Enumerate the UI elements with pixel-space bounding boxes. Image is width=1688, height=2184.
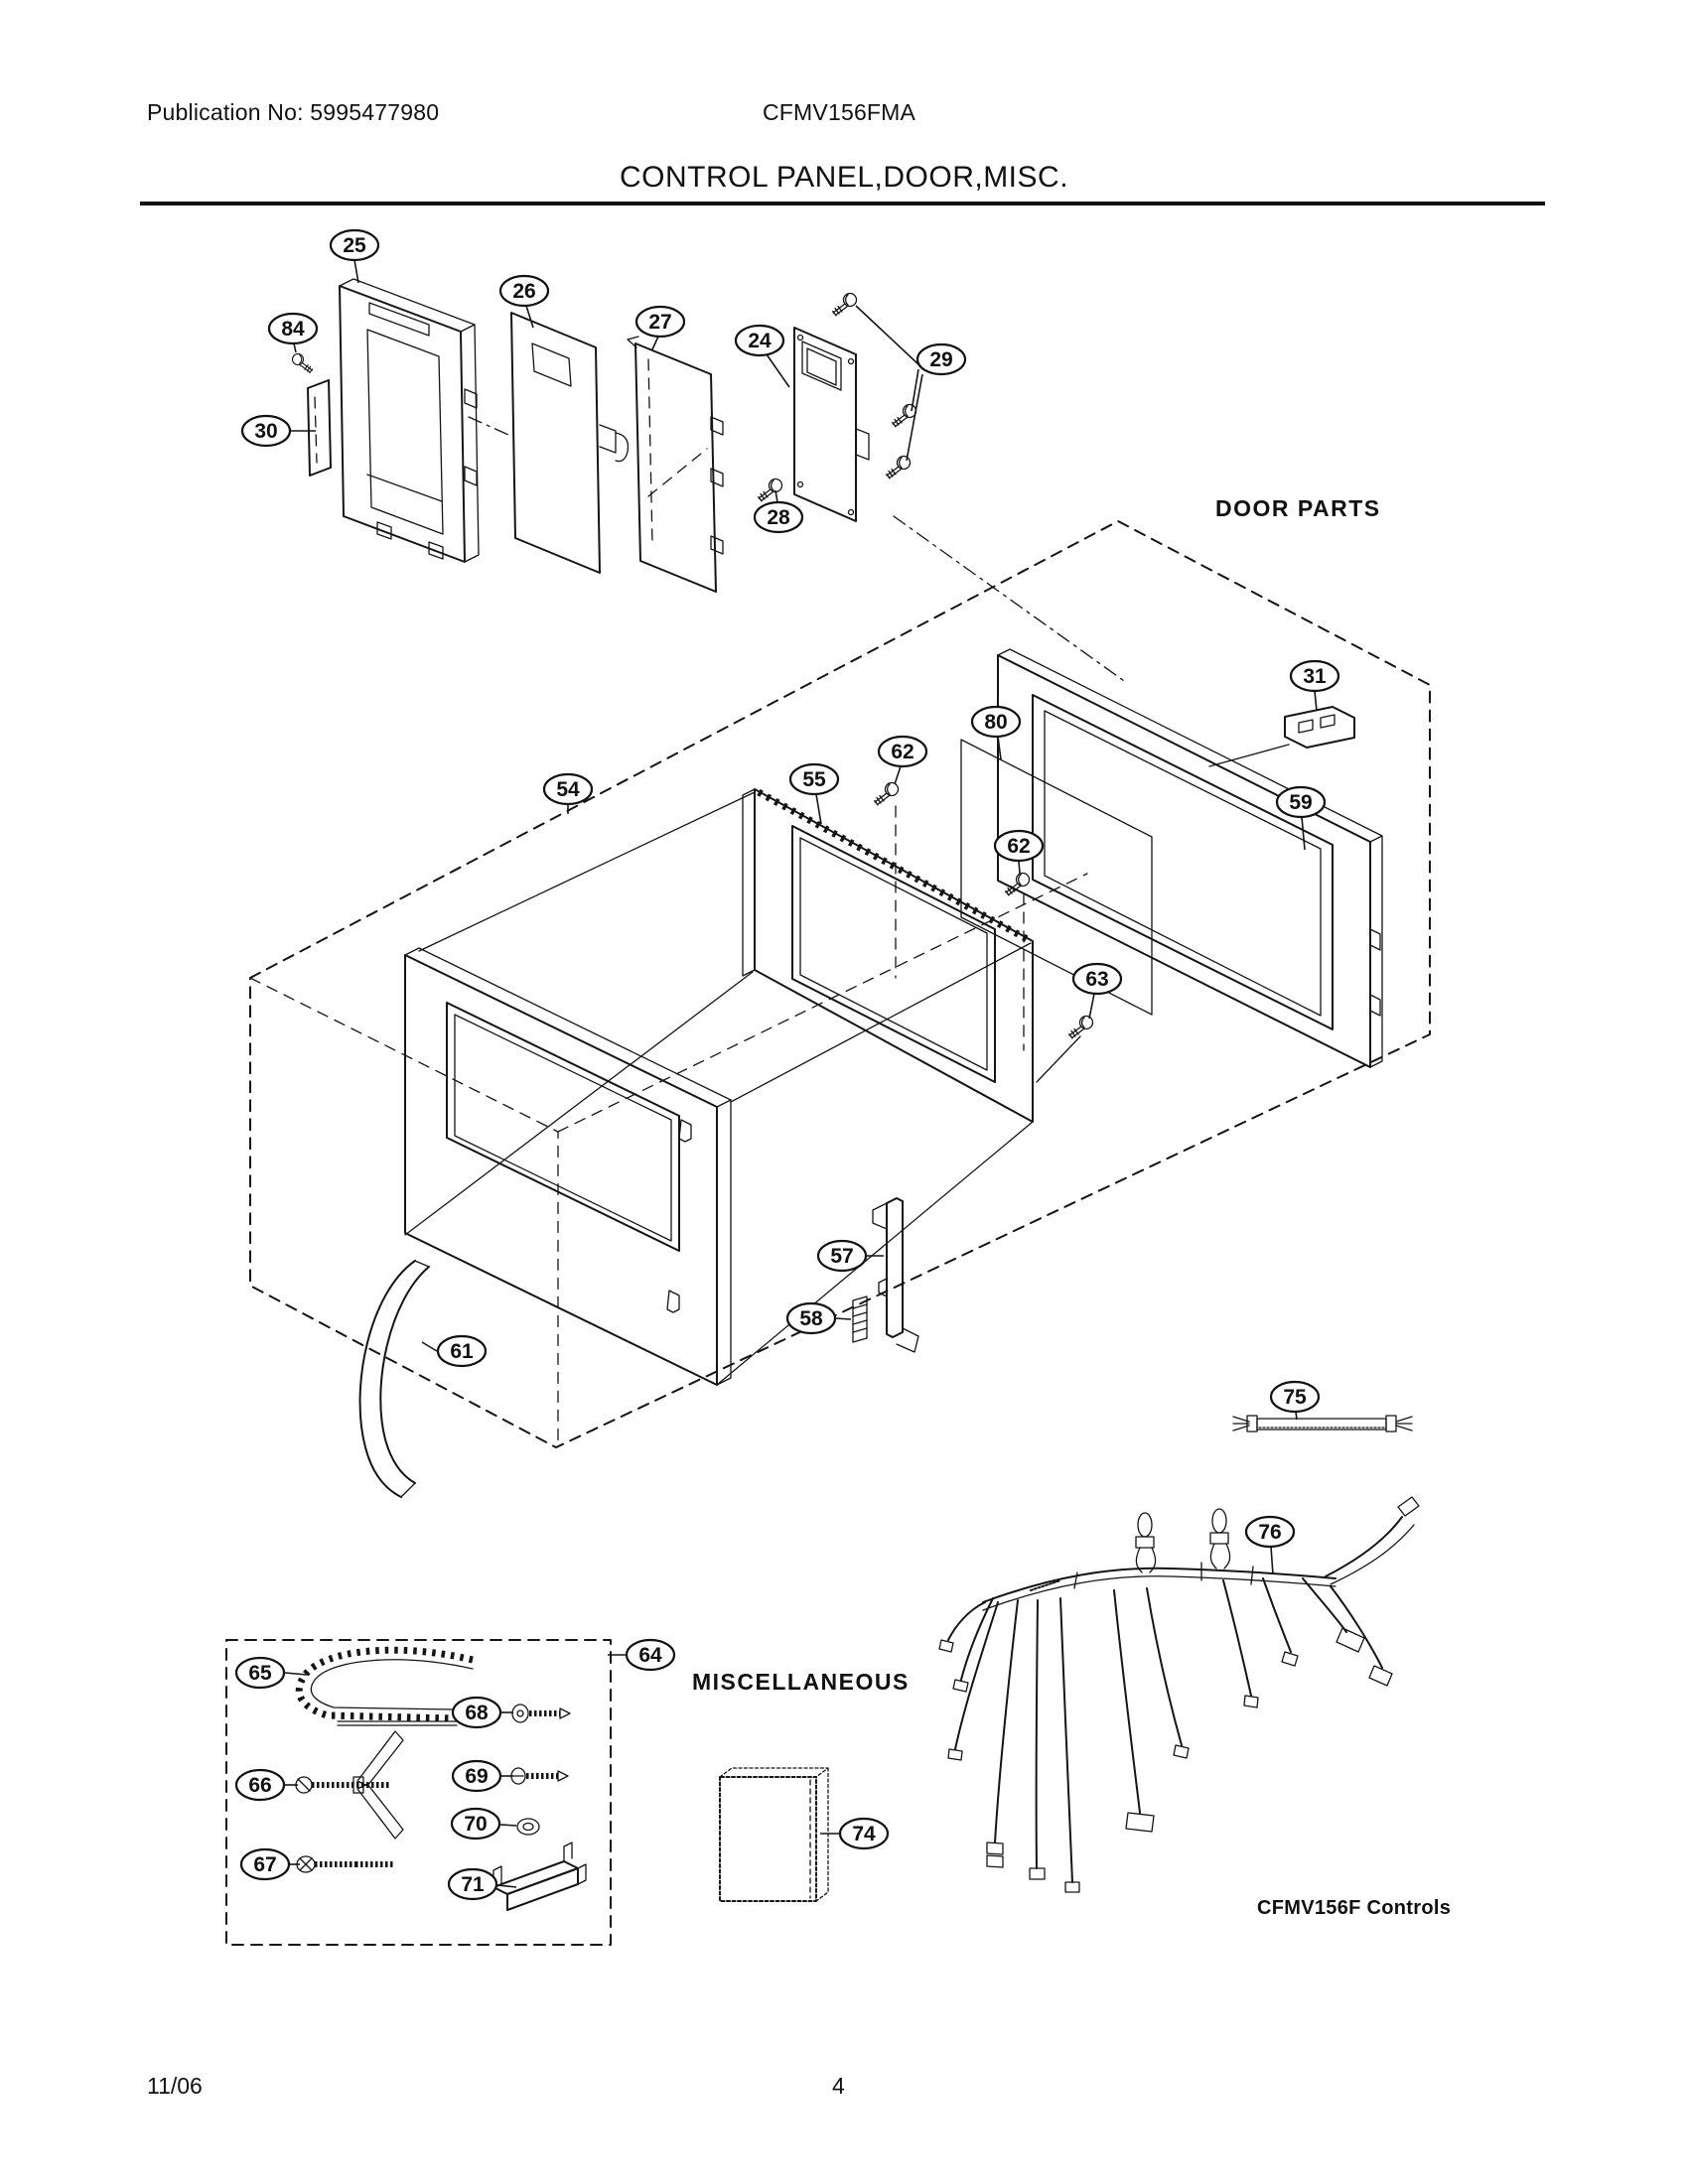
svg-text:28: 28 xyxy=(767,506,790,529)
footer-date: 11/06 xyxy=(147,2073,203,2099)
svg-text:58: 58 xyxy=(799,1307,823,1330)
callout-27 xyxy=(636,307,684,349)
callout-58 xyxy=(787,1303,851,1333)
svg-text:74: 74 xyxy=(852,1823,876,1845)
svg-text:63: 63 xyxy=(1085,968,1109,991)
part-31-latch-keeper xyxy=(1209,707,1354,766)
part-59-door-back-cover xyxy=(998,649,1382,1067)
svg-text:59: 59 xyxy=(1289,791,1313,814)
svg-text:67: 67 xyxy=(253,1853,277,1876)
callout-61 xyxy=(422,1336,486,1366)
svg-text:64: 64 xyxy=(638,1644,662,1667)
callout-29 xyxy=(856,306,965,461)
svg-text:24: 24 xyxy=(748,330,772,352)
part-69-screw xyxy=(511,1768,568,1784)
svg-text:70: 70 xyxy=(464,1813,488,1836)
part-28-screw xyxy=(759,479,782,501)
axis-line-to-door xyxy=(894,516,1127,683)
part-66-toggle-bolt xyxy=(296,1731,403,1839)
callout-65 xyxy=(236,1658,307,1688)
callout-59 xyxy=(1277,787,1325,850)
svg-text:31: 31 xyxy=(1303,665,1327,688)
callout-62 xyxy=(879,737,926,784)
callout-layer xyxy=(236,230,1338,1899)
door-parts-label: DOOR PARTS xyxy=(1215,495,1381,521)
callout-24 xyxy=(736,326,789,387)
part-26-membrane-panel xyxy=(511,313,629,573)
part-63-screw xyxy=(1037,1017,1093,1083)
svg-text:30: 30 xyxy=(254,420,278,443)
callout-26 xyxy=(500,276,548,328)
publication-number: Publication No: 5995477980 xyxy=(147,99,440,125)
part-57-latch-lever xyxy=(873,1198,918,1352)
svg-text:66: 66 xyxy=(248,1774,272,1797)
svg-text:61: 61 xyxy=(450,1340,474,1363)
svg-text:80: 80 xyxy=(984,711,1008,734)
svg-text:69: 69 xyxy=(465,1765,489,1788)
svg-text:68: 68 xyxy=(465,1702,489,1724)
part-75-jumper-wire xyxy=(1233,1416,1412,1432)
part-67-screw-long xyxy=(297,1856,395,1872)
miscellaneous-box xyxy=(226,1640,611,1945)
callout-75 xyxy=(1271,1382,1319,1420)
callout-64 xyxy=(608,1640,674,1670)
svg-text:55: 55 xyxy=(802,768,826,791)
callout-70 xyxy=(452,1809,516,1839)
svg-text:71: 71 xyxy=(461,1873,485,1896)
part-27-support-frame xyxy=(628,337,723,592)
part-54-door-front-panel xyxy=(405,948,731,1385)
page-number: 4 xyxy=(832,2073,845,2099)
svg-text:62: 62 xyxy=(891,741,914,763)
callout-62 xyxy=(995,831,1043,874)
part-62-screws xyxy=(875,783,1030,1051)
callout-57 xyxy=(818,1241,884,1271)
part-74-literature-pack xyxy=(720,1768,828,1901)
svg-text:29: 29 xyxy=(929,348,953,371)
part-80-door-glass xyxy=(961,740,1152,1015)
callout-74 xyxy=(820,1819,888,1848)
miscellaneous-label: MISCELLANEOUS xyxy=(692,1669,910,1695)
part-84-screw xyxy=(292,353,312,372)
model-number: CFMV156FMA xyxy=(763,99,916,125)
part-76-wiring-harness xyxy=(939,1497,1419,1892)
svg-text:54: 54 xyxy=(556,778,580,801)
part-30-label-panel xyxy=(308,380,331,476)
callout-66 xyxy=(236,1770,298,1800)
callout-54 xyxy=(544,774,592,814)
callout-55 xyxy=(790,764,838,824)
controls-caption: CFMV156F Controls xyxy=(1257,1897,1452,1919)
axis-line-25-26 xyxy=(469,417,508,435)
svg-text:57: 57 xyxy=(830,1245,854,1268)
svg-text:65: 65 xyxy=(248,1662,272,1685)
callout-67 xyxy=(241,1849,300,1879)
callout-30 xyxy=(242,416,316,446)
part-25-control-panel-frame xyxy=(340,279,479,562)
part-68-screw-washer xyxy=(512,1705,570,1722)
part-24-control-board xyxy=(794,328,869,521)
part-71-bracket xyxy=(493,1843,586,1910)
part-61-door-handle xyxy=(360,1261,429,1497)
part-29-screws xyxy=(833,294,916,478)
svg-text:75: 75 xyxy=(1283,1386,1307,1409)
svg-text:27: 27 xyxy=(648,311,672,334)
svg-text:25: 25 xyxy=(343,234,366,257)
callout-63 xyxy=(1073,964,1121,1019)
callout-25 xyxy=(331,230,378,283)
door-alignment-lines xyxy=(405,792,1033,1385)
callout-31 xyxy=(1291,661,1338,711)
callout-84 xyxy=(269,314,317,352)
door-parts-outline xyxy=(250,521,1430,1447)
svg-text:26: 26 xyxy=(512,280,536,303)
callout-69 xyxy=(453,1761,513,1791)
part-65-toothed-strap xyxy=(299,1650,473,1725)
callout-76 xyxy=(1246,1517,1294,1574)
callout-80 xyxy=(972,707,1020,759)
svg-text:62: 62 xyxy=(1007,835,1031,858)
callout-68 xyxy=(453,1698,513,1727)
part-70-washer xyxy=(517,1819,539,1835)
svg-text:76: 76 xyxy=(1258,1521,1282,1544)
page-title: CONTROL PANEL,DOOR,MISC. xyxy=(619,161,1069,194)
svg-text:84: 84 xyxy=(281,318,305,341)
